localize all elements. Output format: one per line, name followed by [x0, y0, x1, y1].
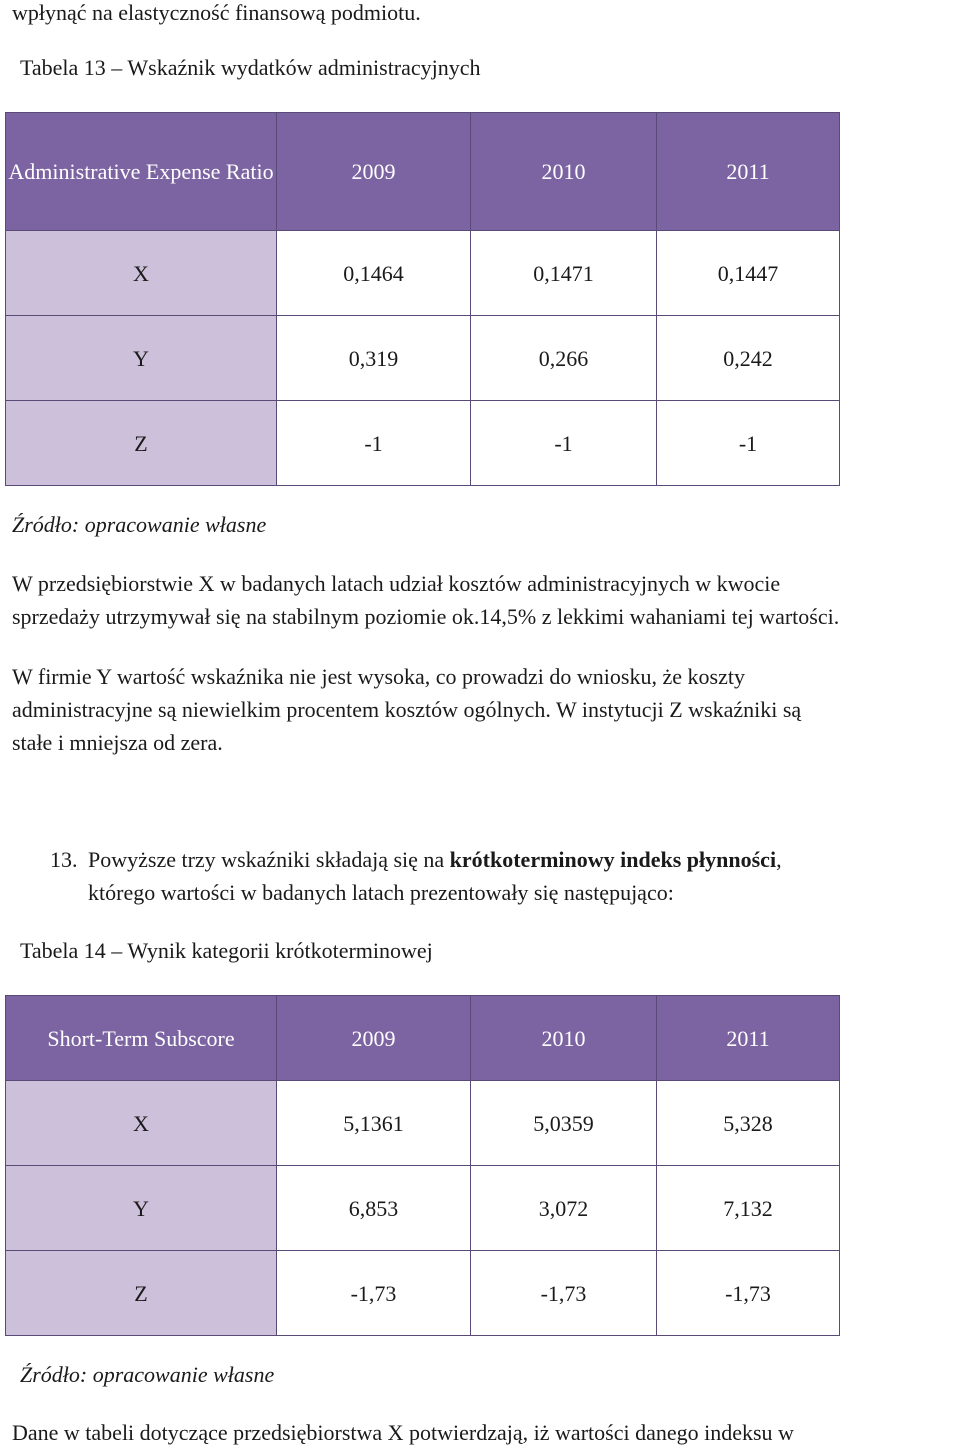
table-row — [6, 316, 840, 401]
body-text-line: W firmie Y wartość wskaźnika nie jest wysoka, co prowadzi do wniosku, że koszty — [12, 664, 745, 689]
value-cell: 3,072 — [471, 1166, 657, 1251]
table-row — [6, 1251, 840, 1336]
row-label-cell: X — [6, 1081, 277, 1166]
table-caption: Tabela 13 – Wskaźnik wydatków administracyjnych — [20, 55, 481, 80]
list-item-number: 13. — [50, 847, 78, 872]
value-cell: 0,1447 — [657, 231, 840, 316]
value-cell: 0,266 — [471, 316, 657, 401]
table-header-row — [6, 996, 840, 1081]
value-cell: -1 — [277, 401, 471, 486]
short-term-subscore-table — [5, 995, 840, 1336]
list-item-text-line: którego wartości w badanych latach prezentowały się następująco: — [88, 880, 674, 905]
header-cell: Short-Term Subscore — [6, 996, 277, 1081]
value-cell: 5,328 — [657, 1081, 840, 1166]
row-label-cell: Z — [6, 1251, 277, 1336]
value-cell: 0,319 — [277, 316, 471, 401]
table-row — [6, 1166, 840, 1251]
value-cell: -1,73 — [471, 1251, 657, 1336]
header-cell: 2010 — [471, 996, 657, 1081]
value-cell: 5,1361 — [277, 1081, 471, 1166]
source-note: Źródło: opracowanie własne — [20, 1362, 275, 1387]
table-caption: Tabela 14 – Wynik kategorii krótkoterminowej — [20, 938, 433, 963]
row-label-cell: X — [6, 231, 277, 316]
value-cell: 0,242 — [657, 316, 840, 401]
value-cell: 0,1464 — [277, 231, 471, 316]
value-cell: 6,853 — [277, 1166, 471, 1251]
administrative-expense-table — [5, 112, 840, 486]
row-label-cell: Y — [6, 316, 277, 401]
row-label-cell: Y — [6, 1166, 277, 1251]
body-text-line: wpłynąć na elastyczność finansową podmiotu. — [12, 0, 421, 25]
list-item-bold-term: krótkoterminowy indeks płynności — [449, 847, 777, 872]
body-text-line: Dane w tabeli dotyczące przedsiębiorstwa X potwierdzają, iż wartości danego indeksu w — [12, 1420, 794, 1445]
value-cell: -1,73 — [277, 1251, 471, 1336]
body-text-line: W przedsiębiorstwie X w badanych latach udział kosztów administracyjnych w kwocie — [12, 571, 781, 596]
header-cell: Administrative Expense Ratio — [6, 113, 277, 231]
table-row — [6, 231, 840, 316]
row-label-cell: Z — [6, 401, 277, 486]
value-cell: 0,1471 — [471, 231, 657, 316]
header-cell: 2011 — [657, 996, 840, 1081]
body-text-line: sprzedaży utrzymywał się na stabilnym poziomie ok.14,5% z lekkimi wahaniami tej wartości. — [12, 604, 840, 629]
header-cell: 2011 — [657, 113, 840, 231]
table-row — [6, 1081, 840, 1166]
body-text-line: stałe i mniejsza od zera. — [12, 730, 223, 755]
value-cell: -1 — [657, 401, 840, 486]
list-item-text-before: Powyższe trzy wskaźniki składają się na — [88, 847, 450, 872]
header-cell: 2009 — [277, 996, 471, 1081]
value-cell: 7,132 — [657, 1166, 840, 1251]
list-item-text — [88, 843, 782, 876]
list-item-text-after: , — [776, 847, 782, 872]
body-text-line: administracyjne są niewielkim procentem kosztów ogólnych. W instytucji Z wskaźniki są — [12, 697, 802, 722]
table-header-row — [6, 113, 840, 231]
value-cell: -1 — [471, 401, 657, 486]
table-row — [6, 401, 840, 486]
value-cell: 5,0359 — [471, 1081, 657, 1166]
header-cell: 2010 — [471, 113, 657, 231]
value-cell: -1,73 — [657, 1251, 840, 1336]
source-note: Źródło: opracowanie własne — [12, 512, 267, 537]
header-cell: 2009 — [277, 113, 471, 231]
